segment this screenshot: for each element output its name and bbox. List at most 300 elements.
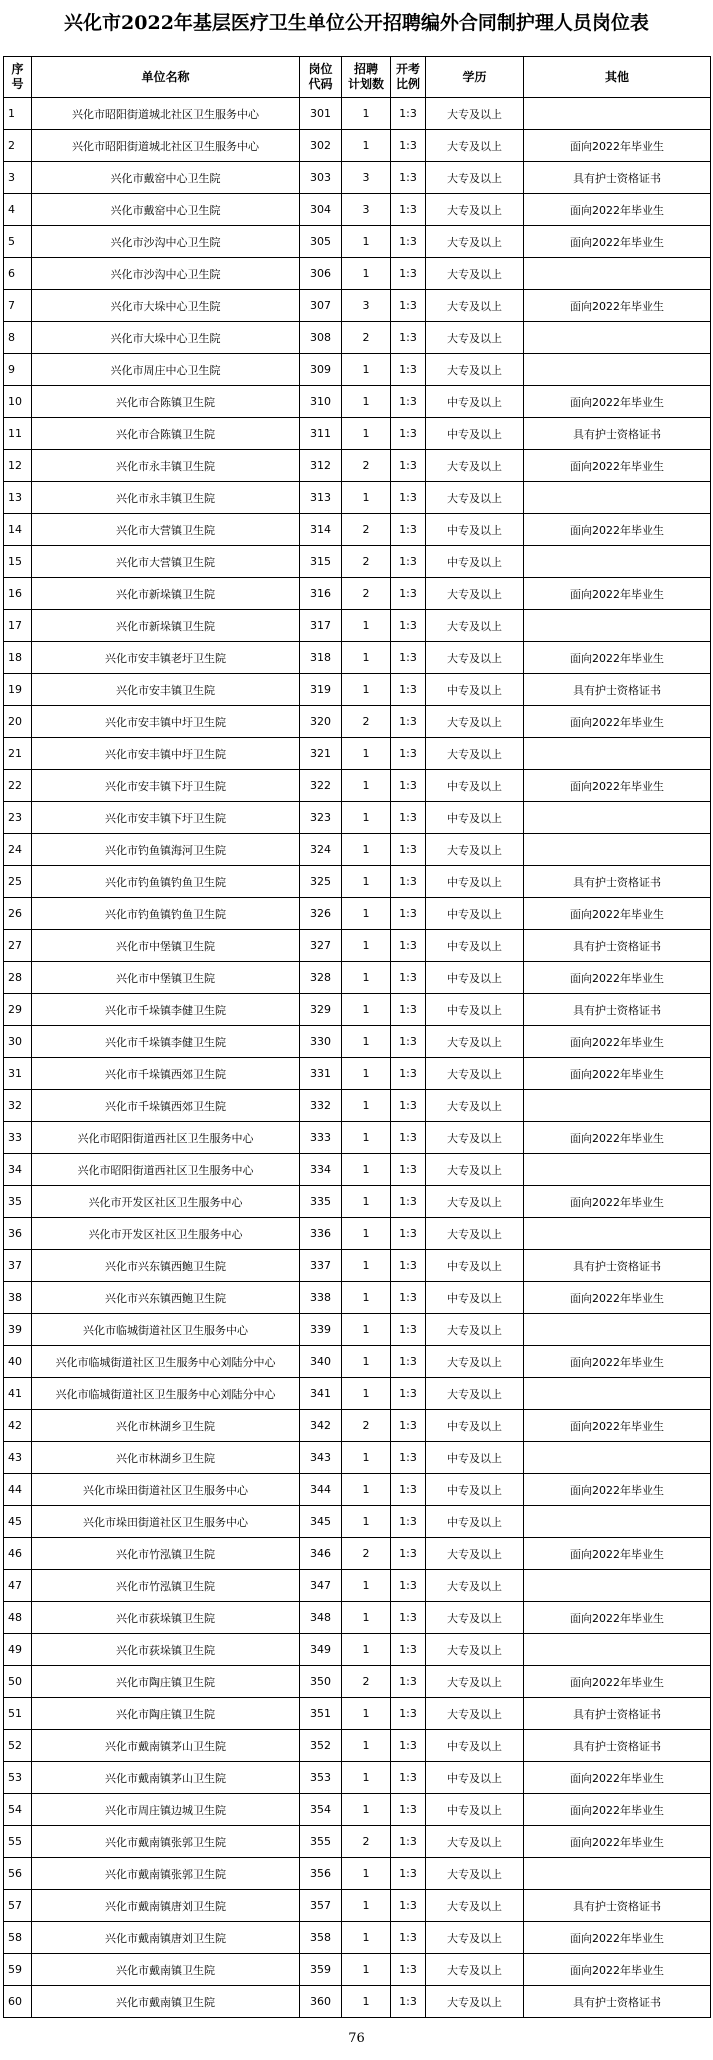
cell-seq: 58 [4, 1922, 32, 1954]
table-row [4, 1058, 711, 1090]
cell-education: 中专及以上 [426, 1794, 524, 1826]
cell-unit-name: 兴化市千垛镇西郊卫生院 [32, 1058, 300, 1090]
cell-other [524, 1506, 711, 1538]
table-row [4, 674, 711, 706]
cell-plan-count: 1 [342, 98, 391, 130]
table-row [4, 1410, 711, 1442]
cell-post-code: 308 [300, 322, 342, 354]
cell-exam-ratio: 1:3 [391, 354, 426, 386]
cell-education: 大专及以上 [426, 162, 524, 194]
cell-post-code: 340 [300, 1346, 342, 1378]
cell-seq: 32 [4, 1090, 32, 1122]
cell-other [524, 1442, 711, 1474]
cell-post-code: 360 [300, 1986, 342, 2018]
cell-post-code: 312 [300, 450, 342, 482]
cell-other [524, 1090, 711, 1122]
cell-seq: 21 [4, 738, 32, 770]
positions-table [3, 56, 711, 2018]
cell-plan-count: 2 [342, 1410, 391, 1442]
cell-unit-name: 兴化市周庄镇边城卫生院 [32, 1794, 300, 1826]
cell-exam-ratio: 1:3 [391, 1218, 426, 1250]
cell-exam-ratio: 1:3 [391, 1378, 426, 1410]
cell-post-code: 321 [300, 738, 342, 770]
cell-education: 大专及以上 [426, 610, 524, 642]
cell-other: 面向2022年毕业生 [524, 1666, 711, 1698]
cell-exam-ratio: 1:3 [391, 1794, 426, 1826]
cell-other [524, 482, 711, 514]
cell-unit-name: 兴化市千垛镇李健卫生院 [32, 1026, 300, 1058]
cell-other: 面向2022年毕业生 [524, 1186, 711, 1218]
cell-education: 中专及以上 [426, 1282, 524, 1314]
cell-other: 面向2022年毕业生 [524, 962, 711, 994]
table-row [4, 1538, 711, 1570]
cell-education: 大专及以上 [426, 1218, 524, 1250]
table-row [4, 1986, 711, 2018]
cell-plan-count: 1 [342, 802, 391, 834]
cell-plan-count: 1 [342, 1794, 391, 1826]
cell-seq: 48 [4, 1602, 32, 1634]
cell-exam-ratio: 1:3 [391, 1282, 426, 1314]
table-row [4, 258, 711, 290]
cell-plan-count: 1 [342, 1730, 391, 1762]
cell-exam-ratio: 1:3 [391, 546, 426, 578]
cell-other: 面向2022年毕业生 [524, 450, 711, 482]
cell-other: 面向2022年毕业生 [524, 1410, 711, 1442]
cell-education: 中专及以上 [426, 1762, 524, 1794]
cell-post-code: 302 [300, 130, 342, 162]
header-unit: 单位名称 [32, 57, 300, 98]
cell-post-code: 322 [300, 770, 342, 802]
cell-exam-ratio: 1:3 [391, 1122, 426, 1154]
cell-unit-name: 兴化市钓鱼镇海河卫生院 [32, 834, 300, 866]
table-row [4, 1026, 711, 1058]
cell-seq: 11 [4, 418, 32, 450]
cell-exam-ratio: 1:3 [391, 322, 426, 354]
cell-seq: 44 [4, 1474, 32, 1506]
cell-plan-count: 1 [342, 834, 391, 866]
cell-exam-ratio: 1:3 [391, 1698, 426, 1730]
cell-exam-ratio: 1:3 [391, 1666, 426, 1698]
cell-unit-name: 兴化市大垛中心卫生院 [32, 322, 300, 354]
cell-seq: 45 [4, 1506, 32, 1538]
cell-exam-ratio: 1:3 [391, 1442, 426, 1474]
table-row [4, 1826, 711, 1858]
cell-exam-ratio: 1:3 [391, 674, 426, 706]
cell-education: 大专及以上 [426, 1058, 524, 1090]
cell-plan-count: 1 [342, 354, 391, 386]
cell-education: 中专及以上 [426, 514, 524, 546]
cell-unit-name: 兴化市昭阳街道城北社区卫生服务中心 [32, 130, 300, 162]
cell-unit-name: 兴化市开发区社区卫生服务中心 [32, 1218, 300, 1250]
cell-exam-ratio: 1:3 [391, 1090, 426, 1122]
cell-seq: 9 [4, 354, 32, 386]
cell-education: 中专及以上 [426, 386, 524, 418]
header-other: 其他 [524, 57, 711, 98]
cell-unit-name: 兴化市戴南镇卫生院 [32, 1986, 300, 2018]
cell-post-code: 337 [300, 1250, 342, 1282]
cell-unit-name: 兴化市安丰镇中圩卫生院 [32, 706, 300, 738]
cell-exam-ratio: 1:3 [391, 866, 426, 898]
cell-education: 中专及以上 [426, 898, 524, 930]
cell-post-code: 354 [300, 1794, 342, 1826]
cell-education: 大专及以上 [426, 1538, 524, 1570]
cell-plan-count: 1 [342, 1986, 391, 2018]
header-row [4, 57, 711, 98]
cell-other: 面向2022年毕业生 [524, 1346, 711, 1378]
cell-exam-ratio: 1:3 [391, 738, 426, 770]
cell-other: 面向2022年毕业生 [524, 1826, 711, 1858]
cell-education: 大专及以上 [426, 226, 524, 258]
cell-other: 具有护士资格证书 [524, 930, 711, 962]
table-row [4, 450, 711, 482]
cell-seq: 28 [4, 962, 32, 994]
cell-other: 面向2022年毕业生 [524, 898, 711, 930]
table-row [4, 226, 711, 258]
cell-unit-name: 兴化市安丰镇下圩卫生院 [32, 802, 300, 834]
cell-unit-name: 兴化市合陈镇卫生院 [32, 386, 300, 418]
table-row [4, 1218, 711, 1250]
cell-unit-name: 兴化市戴南镇张郭卫生院 [32, 1858, 300, 1890]
cell-unit-name: 兴化市荻垛镇卫生院 [32, 1634, 300, 1666]
table-row [4, 738, 711, 770]
cell-other: 面向2022年毕业生 [524, 1538, 711, 1570]
cell-seq: 19 [4, 674, 32, 706]
cell-education: 中专及以上 [426, 770, 524, 802]
cell-exam-ratio: 1:3 [391, 482, 426, 514]
cell-post-code: 352 [300, 1730, 342, 1762]
cell-plan-count: 1 [342, 1186, 391, 1218]
cell-other: 面向2022年毕业生 [524, 1282, 711, 1314]
cell-education: 大专及以上 [426, 1154, 524, 1186]
cell-unit-name: 兴化市开发区社区卫生服务中心 [32, 1186, 300, 1218]
cell-seq: 22 [4, 770, 32, 802]
cell-seq: 52 [4, 1730, 32, 1762]
cell-post-code: 335 [300, 1186, 342, 1218]
cell-post-code: 357 [300, 1890, 342, 1922]
table-row [4, 514, 711, 546]
table-row [4, 1154, 711, 1186]
cell-seq: 47 [4, 1570, 32, 1602]
cell-post-code: 309 [300, 354, 342, 386]
cell-other: 面向2022年毕业生 [524, 642, 711, 674]
cell-unit-name: 兴化市荻垛镇卫生院 [32, 1602, 300, 1634]
cell-unit-name: 兴化市昭阳街道西社区卫生服务中心 [32, 1154, 300, 1186]
cell-other: 具有护士资格证书 [524, 674, 711, 706]
cell-exam-ratio: 1:3 [391, 1922, 426, 1954]
cell-exam-ratio: 1:3 [391, 834, 426, 866]
table-row [4, 98, 711, 130]
cell-plan-count: 1 [342, 866, 391, 898]
cell-post-code: 346 [300, 1538, 342, 1570]
cell-other: 面向2022年毕业生 [524, 578, 711, 610]
cell-unit-name: 兴化市陶庄镇卫生院 [32, 1666, 300, 1698]
cell-post-code: 323 [300, 802, 342, 834]
cell-exam-ratio: 1:3 [391, 642, 426, 674]
table-row [4, 1570, 711, 1602]
cell-unit-name: 兴化市临城街道社区卫生服务中心刘陆分中心 [32, 1346, 300, 1378]
table-row [4, 290, 711, 322]
table-row [4, 706, 711, 738]
cell-unit-name: 兴化市戴南镇茅山卫生院 [32, 1762, 300, 1794]
cell-education: 中专及以上 [426, 1474, 524, 1506]
cell-plan-count: 1 [342, 1090, 391, 1122]
cell-post-code: 332 [300, 1090, 342, 1122]
cell-unit-name: 兴化市安丰镇下圩卫生院 [32, 770, 300, 802]
cell-unit-name: 兴化市周庄中心卫生院 [32, 354, 300, 386]
cell-unit-name: 兴化市林湖乡卫生院 [32, 1442, 300, 1474]
cell-other [524, 834, 711, 866]
table-row [4, 962, 711, 994]
table-row [4, 546, 711, 578]
cell-exam-ratio: 1:3 [391, 706, 426, 738]
cell-unit-name: 兴化市垛田街道社区卫生服务中心 [32, 1474, 300, 1506]
cell-unit-name: 兴化市林湖乡卫生院 [32, 1410, 300, 1442]
cell-education: 中专及以上 [426, 994, 524, 1026]
cell-education: 中专及以上 [426, 1442, 524, 1474]
cell-plan-count: 2 [342, 1538, 391, 1570]
cell-exam-ratio: 1:3 [391, 1730, 426, 1762]
cell-unit-name: 兴化市大垛中心卫生院 [32, 290, 300, 322]
cell-other: 面向2022年毕业生 [524, 1922, 711, 1954]
cell-unit-name: 兴化市沙沟中心卫生院 [32, 226, 300, 258]
cell-post-code: 329 [300, 994, 342, 1026]
cell-exam-ratio: 1:3 [391, 1634, 426, 1666]
cell-seq: 35 [4, 1186, 32, 1218]
cell-unit-name: 兴化市陶庄镇卫生院 [32, 1698, 300, 1730]
cell-unit-name: 兴化市昭阳街道城北社区卫生服务中心 [32, 98, 300, 130]
cell-plan-count: 1 [342, 1762, 391, 1794]
cell-seq: 42 [4, 1410, 32, 1442]
cell-education: 大专及以上 [426, 258, 524, 290]
cell-exam-ratio: 1:3 [391, 290, 426, 322]
cell-plan-count: 1 [342, 1922, 391, 1954]
cell-other: 具有护士资格证书 [524, 1986, 711, 2018]
cell-unit-name: 兴化市临城街道社区卫生服务中心 [32, 1314, 300, 1346]
cell-exam-ratio: 1:3 [391, 1570, 426, 1602]
cell-education: 大专及以上 [426, 354, 524, 386]
cell-plan-count: 2 [342, 546, 391, 578]
cell-plan-count: 1 [342, 642, 391, 674]
cell-education: 大专及以上 [426, 482, 524, 514]
cell-other: 面向2022年毕业生 [524, 1602, 711, 1634]
cell-plan-count: 1 [342, 1378, 391, 1410]
cell-education: 大专及以上 [426, 1826, 524, 1858]
table-row [4, 930, 711, 962]
cell-post-code: 359 [300, 1954, 342, 1986]
cell-plan-count: 1 [342, 418, 391, 450]
cell-exam-ratio: 1:3 [391, 386, 426, 418]
cell-seq: 30 [4, 1026, 32, 1058]
cell-other [524, 802, 711, 834]
table-row [4, 1954, 711, 1986]
cell-post-code: 305 [300, 226, 342, 258]
cell-exam-ratio: 1:3 [391, 1826, 426, 1858]
table-row [4, 1666, 711, 1698]
cell-post-code: 345 [300, 1506, 342, 1538]
cell-unit-name: 兴化市合陈镇卫生院 [32, 418, 300, 450]
cell-seq: 24 [4, 834, 32, 866]
table-row [4, 866, 711, 898]
cell-unit-name: 兴化市新垛镇卫生院 [32, 610, 300, 642]
cell-seq: 36 [4, 1218, 32, 1250]
cell-post-code: 301 [300, 98, 342, 130]
cell-seq: 13 [4, 482, 32, 514]
cell-plan-count: 2 [342, 706, 391, 738]
cell-unit-name: 兴化市戴南镇茅山卫生院 [32, 1730, 300, 1762]
cell-plan-count: 1 [342, 1122, 391, 1154]
cell-exam-ratio: 1:3 [391, 994, 426, 1026]
cell-seq: 39 [4, 1314, 32, 1346]
cell-seq: 29 [4, 994, 32, 1026]
cell-education: 大专及以上 [426, 738, 524, 770]
cell-education: 大专及以上 [426, 1186, 524, 1218]
cell-other: 面向2022年毕业生 [524, 706, 711, 738]
cell-education: 大专及以上 [426, 1314, 524, 1346]
cell-other [524, 354, 711, 386]
cell-education: 大专及以上 [426, 1922, 524, 1954]
cell-education: 大专及以上 [426, 1666, 524, 1698]
cell-seq: 3 [4, 162, 32, 194]
cell-plan-count: 1 [342, 1442, 391, 1474]
cell-post-code: 344 [300, 1474, 342, 1506]
cell-unit-name: 兴化市竹泓镇卫生院 [32, 1538, 300, 1570]
cell-plan-count: 1 [342, 610, 391, 642]
cell-exam-ratio: 1:3 [391, 1506, 426, 1538]
cell-exam-ratio: 1:3 [391, 514, 426, 546]
cell-education: 大专及以上 [426, 1378, 524, 1410]
cell-exam-ratio: 1:3 [391, 226, 426, 258]
cell-education: 大专及以上 [426, 1954, 524, 1986]
table-row [4, 1250, 711, 1282]
cell-exam-ratio: 1:3 [391, 1538, 426, 1570]
cell-seq: 27 [4, 930, 32, 962]
cell-education: 大专及以上 [426, 642, 524, 674]
page-number: 76 [348, 2031, 365, 2046]
cell-other: 面向2022年毕业生 [524, 194, 711, 226]
cell-other: 面向2022年毕业生 [524, 514, 711, 546]
cell-education: 大专及以上 [426, 290, 524, 322]
cell-seq: 57 [4, 1890, 32, 1922]
cell-unit-name: 兴化市千垛镇李健卫生院 [32, 994, 300, 1026]
cell-other [524, 258, 711, 290]
table-row [4, 1122, 711, 1154]
cell-other: 面向2022年毕业生 [524, 1474, 711, 1506]
cell-education: 中专及以上 [426, 930, 524, 962]
table-row [4, 802, 711, 834]
cell-education: 大专及以上 [426, 1346, 524, 1378]
cell-post-code: 356 [300, 1858, 342, 1890]
cell-education: 中专及以上 [426, 1250, 524, 1282]
cell-seq: 6 [4, 258, 32, 290]
cell-seq: 50 [4, 1666, 32, 1698]
cell-education: 大专及以上 [426, 450, 524, 482]
cell-seq: 33 [4, 1122, 32, 1154]
cell-unit-name: 兴化市兴东镇西鲍卫生院 [32, 1250, 300, 1282]
cell-exam-ratio: 1:3 [391, 962, 426, 994]
cell-post-code: 338 [300, 1282, 342, 1314]
table-row [4, 994, 711, 1026]
cell-seq: 46 [4, 1538, 32, 1570]
cell-exam-ratio: 1:3 [391, 194, 426, 226]
cell-education: 中专及以上 [426, 866, 524, 898]
cell-plan-count: 1 [342, 130, 391, 162]
cell-plan-count: 1 [342, 1570, 391, 1602]
cell-post-code: 316 [300, 578, 342, 610]
cell-education: 中专及以上 [426, 418, 524, 450]
table-row [4, 1698, 711, 1730]
cell-post-code: 303 [300, 162, 342, 194]
page-title: 兴化市2022年基层医疗卫生单位公开招聘编外合同制护理人员岗位表 [64, 12, 649, 34]
cell-education: 中专及以上 [426, 802, 524, 834]
table-row [4, 578, 711, 610]
cell-seq: 8 [4, 322, 32, 354]
cell-unit-name: 兴化市沙沟中心卫生院 [32, 258, 300, 290]
cell-post-code: 336 [300, 1218, 342, 1250]
table-row [4, 1922, 711, 1954]
cell-post-code: 326 [300, 898, 342, 930]
cell-exam-ratio: 1:3 [391, 418, 426, 450]
cell-education: 大专及以上 [426, 1090, 524, 1122]
header-seq: 序 号 [4, 57, 32, 98]
cell-other [524, 738, 711, 770]
cell-seq: 54 [4, 1794, 32, 1826]
cell-unit-name: 兴化市戴南镇卫生院 [32, 1954, 300, 1986]
table-row [4, 1890, 711, 1922]
cell-post-code: 351 [300, 1698, 342, 1730]
cell-seq: 18 [4, 642, 32, 674]
cell-education: 大专及以上 [426, 1858, 524, 1890]
cell-exam-ratio: 1:3 [391, 770, 426, 802]
cell-plan-count: 1 [342, 1058, 391, 1090]
cell-exam-ratio: 1:3 [391, 898, 426, 930]
cell-plan-count: 1 [342, 1890, 391, 1922]
table-row [4, 1506, 711, 1538]
cell-education: 大专及以上 [426, 1698, 524, 1730]
cell-unit-name: 兴化市戴南镇张郭卫生院 [32, 1826, 300, 1858]
cell-post-code: 353 [300, 1762, 342, 1794]
cell-unit-name: 兴化市戴窑中心卫生院 [32, 194, 300, 226]
cell-post-code: 311 [300, 418, 342, 450]
cell-plan-count: 1 [342, 898, 391, 930]
table-row [4, 642, 711, 674]
cell-plan-count: 2 [342, 1666, 391, 1698]
cell-other: 面向2022年毕业生 [524, 1762, 711, 1794]
cell-exam-ratio: 1:3 [391, 610, 426, 642]
cell-exam-ratio: 1:3 [391, 1314, 426, 1346]
cell-seq: 40 [4, 1346, 32, 1378]
cell-other: 面向2022年毕业生 [524, 1058, 711, 1090]
cell-unit-name: 兴化市临城街道社区卫生服务中心刘陆分中心 [32, 1378, 300, 1410]
cell-education: 大专及以上 [426, 1122, 524, 1154]
cell-exam-ratio: 1:3 [391, 1858, 426, 1890]
cell-plan-count: 1 [342, 1698, 391, 1730]
cell-education: 中专及以上 [426, 674, 524, 706]
cell-post-code: 317 [300, 610, 342, 642]
cell-post-code: 315 [300, 546, 342, 578]
table-row [4, 898, 711, 930]
cell-seq: 16 [4, 578, 32, 610]
cell-education: 大专及以上 [426, 1986, 524, 2018]
table-row [4, 1378, 711, 1410]
cell-post-code: 325 [300, 866, 342, 898]
cell-other: 面向2022年毕业生 [524, 1954, 711, 1986]
table-row [4, 1186, 711, 1218]
cell-unit-name: 兴化市安丰镇卫生院 [32, 674, 300, 706]
cell-education: 中专及以上 [426, 546, 524, 578]
cell-post-code: 358 [300, 1922, 342, 1954]
cell-unit-name: 兴化市永丰镇卫生院 [32, 450, 300, 482]
cell-exam-ratio: 1:3 [391, 130, 426, 162]
